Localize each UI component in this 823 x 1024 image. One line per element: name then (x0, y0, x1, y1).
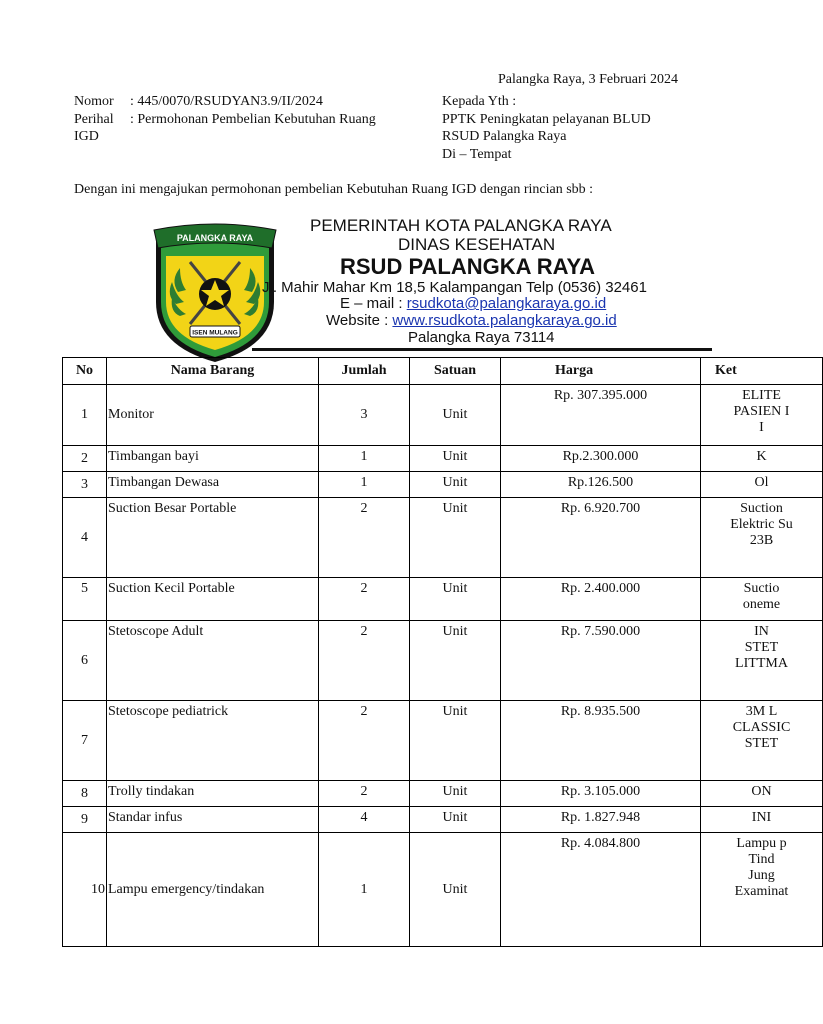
cell-name: Timbangan bayi (107, 446, 319, 472)
cell-ket: 3M L CLASSIC STET (701, 701, 823, 781)
cell-name: Stetoscope Adult (107, 621, 319, 701)
recipient-line-1: PPTK Peningkatan pelayanan BLUD (442, 112, 651, 127)
cell-qty: 2 (319, 781, 410, 807)
cell-price: Rp.126.500 (501, 472, 701, 498)
intro-paragraph: Dengan ini mengajukan permohonan pembelian Kebutuhan Ruang IGD dengan rincian sbb : (74, 182, 594, 197)
kop-address: Jl. Mahir Mahar Km 18,5 Kalampangan Telp (0536) 32461 (262, 279, 647, 296)
header-nama-barang: Nama Barang (107, 358, 319, 385)
cell-name: Lampu emergency/tindakan (107, 833, 319, 947)
cell-unit: Unit (410, 446, 501, 472)
perihal-continuation: IGD (74, 129, 99, 144)
cell-unit: Unit (410, 701, 501, 781)
recipient-line-2: RSUD Palangka Raya (442, 129, 567, 144)
cell-name: Suction Besar Portable (107, 498, 319, 578)
cell-unit: Unit (410, 833, 501, 947)
cell-no: 10 (63, 833, 107, 947)
table-row (63, 701, 823, 781)
kop-line-1: PEMERINTAH KOTA PALANGKA RAYA (310, 216, 612, 235)
perihal-value: : Permohonan Pembelian Kebutuhan Ruang (130, 112, 376, 127)
table-row (63, 807, 823, 833)
logo-banner-text: PALANGKA RAYA (176, 233, 254, 243)
cell-name: Monitor (107, 385, 319, 446)
kop-email-line (340, 295, 606, 312)
cell-ket: ELITE PASIEN I I (701, 385, 823, 446)
header-jumlah: Jumlah (319, 358, 410, 385)
cell-no: 1 (63, 385, 107, 446)
cell-no: 9 (63, 807, 107, 833)
cell-no: 7 (63, 701, 107, 781)
letterhead (140, 198, 704, 353)
cell-qty: 2 (319, 621, 410, 701)
cell-name: Stetoscope pediatrick (107, 701, 319, 781)
cell-qty: 1 (319, 833, 410, 947)
cell-ket: INI (701, 807, 823, 833)
cell-no: 8 (63, 781, 107, 807)
cell-price: Rp. 2.400.000 (501, 578, 701, 621)
table-row (63, 385, 823, 446)
cell-qty: 4 (319, 807, 410, 833)
cell-qty: 3 (319, 385, 410, 446)
cell-ket: Suctio oneme (701, 578, 823, 621)
cell-unit: Unit (410, 578, 501, 621)
kop-website-line (326, 312, 617, 329)
cell-unit: Unit (410, 807, 501, 833)
cell-price: Rp. 8.935.500 (501, 701, 701, 781)
header-ket: Ket (701, 358, 823, 385)
table-row (63, 472, 823, 498)
perihal-label: Perihal (74, 112, 114, 127)
table-row (63, 578, 823, 621)
cell-unit: Unit (410, 781, 501, 807)
table-row (63, 446, 823, 472)
cell-price: Rp. 4.084.800 (501, 833, 701, 947)
cell-qty: 1 (319, 446, 410, 472)
kop-website-link[interactable]: www.rsudkota.palangkaraya.go.id (392, 312, 617, 329)
cell-price: Rp. 7.590.000 (501, 621, 701, 701)
items-table (62, 357, 823, 947)
cell-price: Rp. 307.395.000 (501, 385, 701, 446)
kop-email-link[interactable]: rsudkota@palangkaraya.go.id (406, 295, 607, 312)
logo-motto-text: ISEN MULANG (192, 329, 238, 337)
recipient-line-3: Di – Tempat (442, 147, 512, 162)
items-table-viewport (62, 357, 793, 949)
cell-ket: Lampu p Tind Jung Examinat (701, 833, 823, 947)
cell-no: 4 (63, 498, 107, 578)
cell-name: Timbangan Dewasa (107, 472, 319, 498)
place-date: Palangka Raya, 3 Februari 2024 (498, 72, 679, 87)
table-row (63, 498, 823, 578)
cell-ket: ON (701, 781, 823, 807)
cell-ket: Ol (701, 472, 823, 498)
kepada-label: Kepada Yth : (442, 94, 517, 109)
cell-qty: 2 (319, 701, 410, 781)
cell-ket: Suction Elektric Su 23B (701, 498, 823, 578)
cell-unit: Unit (410, 621, 501, 701)
cell-price: Rp. 1.827.948 (501, 807, 701, 833)
cell-name: Standar infus (107, 807, 319, 833)
cell-ket: IN STET LITTMA (701, 621, 823, 701)
cell-ket: K (701, 446, 823, 472)
cell-name: Trolly tindakan (107, 781, 319, 807)
table-row (63, 833, 823, 947)
kop-line-3: RSUD PALANGKA RAYA (340, 254, 596, 279)
nomor-value: : 445/0070/RSUDYAN3.9/II/2024 (130, 94, 323, 109)
kop-divider (252, 348, 712, 351)
table-row (63, 781, 823, 807)
cell-unit: Unit (410, 498, 501, 578)
header-satuan: Satuan (410, 358, 501, 385)
nomor-label: Nomor (74, 94, 114, 109)
kop-website-label: Website : (326, 312, 393, 329)
table-row (63, 621, 823, 701)
cell-qty: 1 (319, 472, 410, 498)
cell-unit: Unit (410, 385, 501, 446)
cell-no: 3 (63, 472, 107, 498)
cell-no: 6 (63, 621, 107, 701)
kop-email-label: E – mail : (340, 295, 407, 312)
cell-price: Rp. 6.920.700 (501, 498, 701, 578)
kop-postal: Palangka Raya 73114 (408, 329, 555, 346)
cell-name: Suction Kecil Portable (107, 578, 319, 621)
cell-qty: 2 (319, 498, 410, 578)
cell-qty: 2 (319, 578, 410, 621)
header-no: No (63, 358, 107, 385)
cell-unit: Unit (410, 472, 501, 498)
table-header-row (63, 358, 823, 385)
cell-no: 5 (63, 578, 107, 621)
kop-line-2: DINAS KESEHATAN (398, 235, 556, 254)
cell-no: 2 (63, 446, 107, 472)
cell-price: Rp.2.300.000 (501, 446, 701, 472)
header-harga: Harga (501, 358, 701, 385)
cell-price: Rp. 3.105.000 (501, 781, 701, 807)
